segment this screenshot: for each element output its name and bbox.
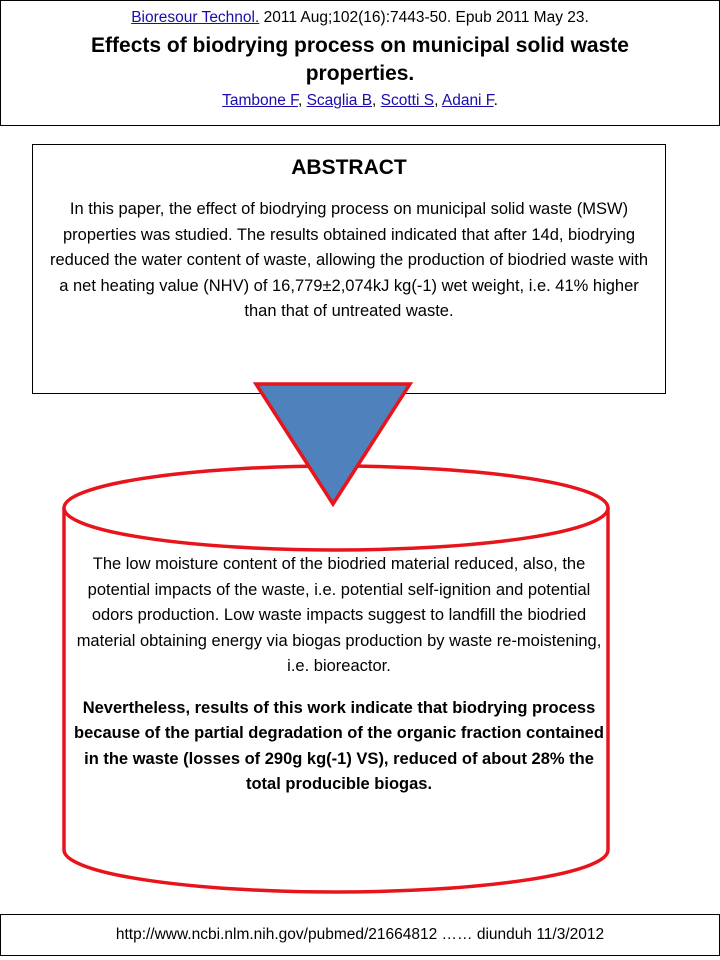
author-link-scotti[interactable]: Scotti S xyxy=(380,92,435,109)
authors-end: . xyxy=(493,92,498,109)
author-link-adani[interactable]: Adani F xyxy=(441,92,494,109)
conclusion-paragraph-1: The low moisture content of the biodried material reduced, also, the potential impacts of the waste, i.e. potential self-ignition and potential odors production. Low waste impacts suggest to landfill the biodried material obtaining energy via biogas production by waste re-moistening, i.e. bioreactor. xyxy=(76,555,602,675)
citation-details: 2011 Aug;102(16):7443-50. Epub 2011 May 23. xyxy=(259,9,589,26)
source-footer xyxy=(0,914,720,956)
author-separator: , xyxy=(297,92,307,109)
source-url-text: http://www.ncbi.nlm.nih.gov/pubmed/21664812 …… diunduh 11/3/2012 xyxy=(115,926,605,943)
conclusion-text-block xyxy=(74,552,604,798)
author-link-scaglia[interactable]: Scaglia B xyxy=(306,92,373,109)
author-separator: , xyxy=(372,92,381,109)
journal-link[interactable]: Bioresour Technol. xyxy=(131,9,260,26)
author-link-tambone[interactable]: Tambone F xyxy=(222,92,298,109)
conclusion-paragraph-2: Nevertheless, results of this work indicate that biodrying process because of the partial degradation of the organic fraction contained in the waste (losses of 290g kg(-1) VS), reduced of about 28% the total producible biogas. xyxy=(74,698,604,793)
abstract-text: In this paper, the effect of biodrying process on municipal solid waste (MSW) properties was studied. The results obtained indicated that after 14d, biodrying reduced the water content of waste, allowing the production of biodried waste with a net heating value (NHV) of 16,779±2,074kJ kg(-1) wet weight, i.e. 41% higher than that of untreated waste. xyxy=(49,200,649,320)
author-separator: , xyxy=(434,92,442,109)
paper-title: Effects of biodrying process on municipal solid waste properties. xyxy=(91,34,629,85)
abstract-heading: ABSTRACT xyxy=(291,156,407,179)
